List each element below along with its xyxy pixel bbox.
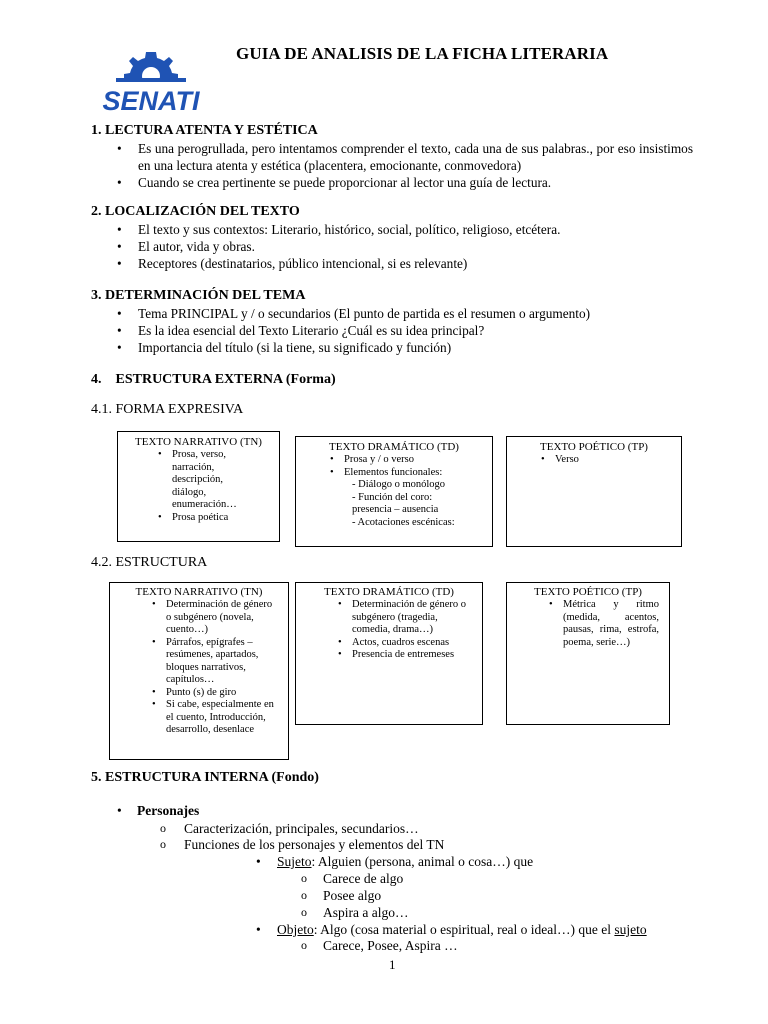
- forma-box-dramatico: [295, 436, 493, 547]
- list-item: • Elementos funcionales:: [322, 467, 480, 480]
- box-title: TEXTO DRAMÁTICO (TD): [329, 441, 459, 453]
- item-text: [277, 853, 533, 870]
- objeto-text: : Algo (cosa material o espiritual, real o ideal…) que el: [313, 922, 615, 937]
- estructura-box-poetico: [506, 582, 670, 725]
- sujeto-label: Sujeto: [277, 854, 312, 869]
- list-item: - Diálogo o monólogo: [352, 479, 446, 490]
- section-4-2-heading: 4.2. ESTRUCTURA: [91, 555, 208, 570]
- objeto-label: Objeto: [277, 922, 314, 937]
- box-title: TEXTO NARRATIVO (TN): [135, 586, 263, 598]
- list-item: • Métrica y ritmo (medida, acentos, pausas, rima, estrofa, poema, serie…): [541, 599, 659, 649]
- list-item: • Punto (s) de giro: [144, 687, 274, 700]
- section-2-list: [117, 221, 693, 272]
- senati-logo: [92, 42, 210, 120]
- item-text: Caracterización, principales, secundarios…: [184, 821, 419, 836]
- bullet-icon: •: [256, 854, 261, 869]
- forma-box-narrativo: [117, 431, 280, 542]
- sujeto-text: : Alguien (persona, animal o cosa…) que: [311, 854, 534, 869]
- section-2-heading: 2. LOCALIZACIÓN DEL TEXTO: [91, 204, 300, 219]
- list-item: - Acotaciones escénicas:: [352, 516, 455, 528]
- section-4-1-heading: 4.1. FORMA EXPRESIVA: [91, 402, 244, 417]
- section-1-heading: 1. LECTURA ATENTA Y ESTÉTICA: [91, 123, 318, 138]
- list-item: • Prosa, verso, narración, descripción, diálogo, enumeración…: [150, 449, 259, 512]
- list-item: • Actos, cuadros escenas: [330, 637, 468, 650]
- list-item: • Determinación de género o subgénero (novela, cuento…): [144, 599, 274, 637]
- list-item: • Prosa poética: [150, 512, 259, 525]
- list-item: • Importancia del título (si la tiene, su significado y función): [117, 339, 693, 356]
- circle-bullet-icon: o: [301, 888, 307, 902]
- list-item: • Tema PRINCIPAL y / o secundarios (El punto de partida es el resumen o argumento): [117, 305, 693, 322]
- section-1-list: [117, 140, 693, 191]
- list-item: • Receptores (destinatarios, público intencional, si es relevante): [117, 255, 693, 272]
- item-text: [277, 921, 647, 938]
- section-3-list: [117, 305, 693, 356]
- circle-bullet-icon: o: [301, 905, 307, 919]
- document-title: GUIA DE ANALISIS DE LA FICHA LITERARIA: [236, 44, 609, 63]
- circle-bullet-icon: o: [301, 938, 307, 952]
- bullet-icon: •: [256, 922, 261, 937]
- list-item: • Determinación de género o subgénero (tragedia, comedia, drama…): [330, 599, 468, 637]
- item-text: Carece de algo: [323, 871, 404, 886]
- box-title: TEXTO DRAMÁTICO (TD): [324, 586, 454, 598]
- page-number: 1: [389, 957, 396, 972]
- estructura-box-dramatico: [295, 582, 483, 725]
- circle-bullet-icon: o: [160, 837, 166, 851]
- list-item: • El texto y sus contextos: Literario, histórico, social, político, religioso, etcétera.: [117, 221, 693, 238]
- objeto-tail: sujeto: [614, 922, 647, 937]
- gear-icon: [92, 42, 210, 120]
- forma-box-poetico: [506, 436, 682, 547]
- section-4-heading: 4. ESTRUCTURA EXTERNA (Forma): [91, 372, 336, 387]
- list-item: • Presencia de entremeses: [330, 649, 468, 662]
- list-item: • Párrafos, epígrafes – resúmenes, apartados, bloques narrativos, capítulos…: [144, 637, 274, 687]
- item-text: Posee algo: [323, 888, 382, 903]
- list-item: • Es la idea esencial del Texto Literario ¿Cuál es su idea principal?: [117, 322, 693, 339]
- box-title: TEXTO NARRATIVO (TN): [135, 436, 262, 448]
- personajes-label: Personajes: [137, 803, 200, 818]
- item-text: Funciones de los personajes y elementos del TN: [184, 837, 445, 852]
- section-3-heading: 3. DETERMINACIÓN DEL TEMA: [91, 288, 306, 303]
- list-item: - Función del coro: presencia – ausencia: [352, 491, 439, 515]
- circle-bullet-icon: o: [160, 821, 166, 835]
- list-item: • Verso: [533, 454, 681, 467]
- section-5-heading: 5. ESTRUCTURA INTERNA (Fondo): [91, 770, 319, 785]
- item-text: Aspira a algo…: [323, 905, 409, 920]
- item-text: Carece, Posee, Aspira …: [323, 938, 458, 953]
- logo-text: SENATI: [102, 86, 200, 116]
- circle-bullet-icon: o: [301, 871, 307, 885]
- box-title: TEXTO POÉTICO (TP): [534, 586, 642, 598]
- sublist: [296, 479, 492, 529]
- list-item: • Cuando se crea pertinente se puede proporcionar al lector una guía de lectura.: [117, 174, 693, 191]
- list-item: • Prosa y / o verso: [322, 454, 480, 467]
- estructura-box-narrativo: [109, 582, 289, 760]
- box-title: TEXTO POÉTICO (TP): [540, 441, 648, 453]
- list-item: • Es una perogrullada, pero intentamos comprender el texto, cada una de sus palabras., por eso insistimos en una lectura atenta y estética (placentera, emocionante, conmovedora): [117, 140, 693, 174]
- list-item: • El autor, vida y obras.: [117, 238, 693, 255]
- list-item: • Si cabe, especialmente en el cuento, Introducción, desarrollo, desenlace: [144, 699, 274, 737]
- bullet-icon: •: [117, 803, 122, 818]
